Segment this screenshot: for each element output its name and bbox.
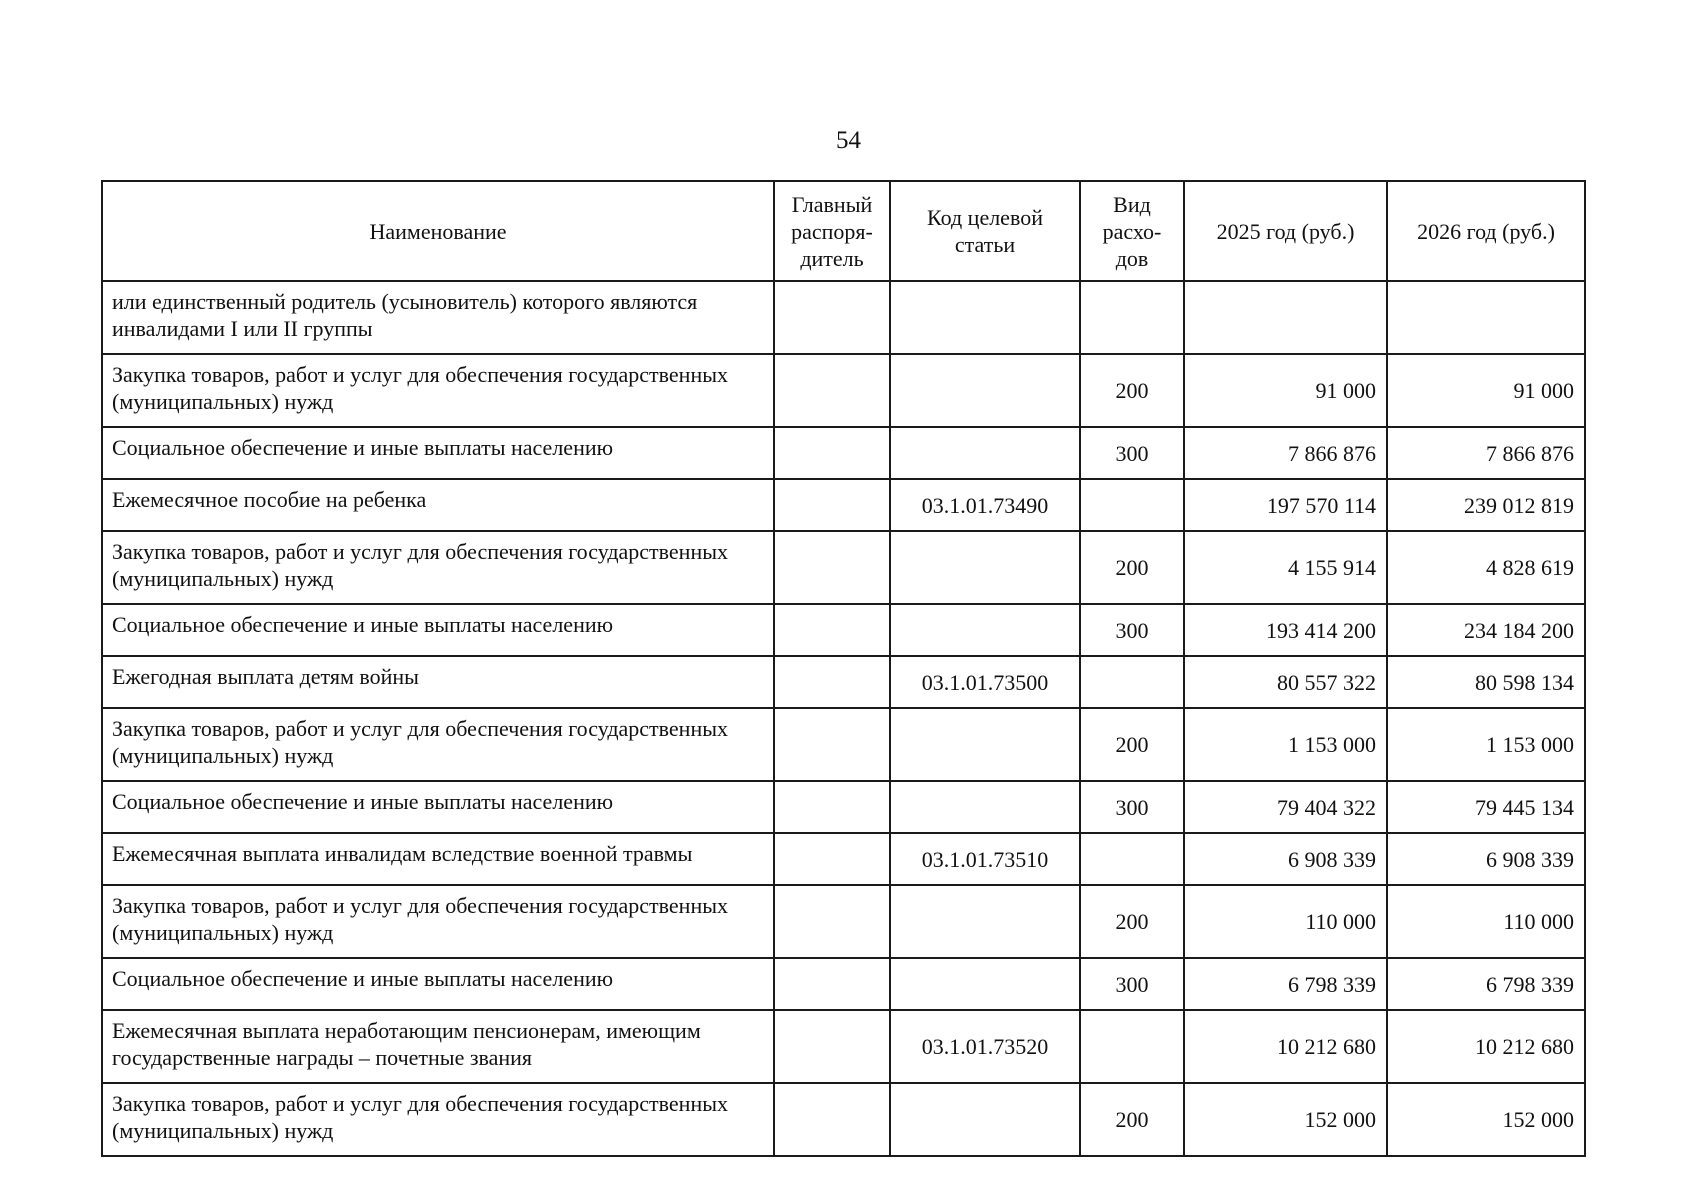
- cell-name: Закупка товаров, работ и услуг для обеспечения государственных (муниципальных) нужд: [102, 885, 774, 958]
- cell-2026: 110 000: [1387, 885, 1585, 958]
- cell-2025: 1 153 000: [1184, 708, 1387, 781]
- cell-manager: [774, 781, 890, 833]
- table-row: [102, 1083, 1585, 1156]
- cell-manager: [774, 656, 890, 708]
- cell-name: Социальное обеспечение и иные выплаты населению: [102, 604, 774, 656]
- cell-expense-type: 200: [1080, 531, 1184, 604]
- cell-manager: [774, 885, 890, 958]
- cell-code: 03.1.01.73510: [890, 833, 1080, 885]
- cell-manager: [774, 354, 890, 427]
- table-row: [102, 885, 1585, 958]
- header-2025: 2025 год (руб.): [1184, 181, 1387, 281]
- cell-name: Социальное обеспечение и иные выплаты населению: [102, 958, 774, 1010]
- cell-code: [890, 958, 1080, 1010]
- header-2026: 2026 год (руб.): [1387, 181, 1585, 281]
- cell-expense-type: 300: [1080, 958, 1184, 1010]
- cell-2025: 91 000: [1184, 354, 1387, 427]
- cell-code: [890, 427, 1080, 479]
- cell-2025: 110 000: [1184, 885, 1387, 958]
- cell-name: Социальное обеспечение и иные выплаты населению: [102, 427, 774, 479]
- cell-manager: [774, 1010, 890, 1083]
- cell-expense-type: [1080, 281, 1184, 354]
- cell-manager: [774, 531, 890, 604]
- cell-2025: 80 557 322: [1184, 656, 1387, 708]
- cell-2026: 79 445 134: [1387, 781, 1585, 833]
- cell-expense-type: 300: [1080, 604, 1184, 656]
- cell-code: [890, 1083, 1080, 1156]
- cell-2025: 4 155 914: [1184, 531, 1387, 604]
- table-row: [102, 604, 1585, 656]
- cell-code: [890, 885, 1080, 958]
- cell-2026: 91 000: [1387, 354, 1585, 427]
- cell-2026: 152 000: [1387, 1083, 1585, 1156]
- cell-name: Закупка товаров, работ и услуг для обеспечения государственных (муниципальных) нужд: [102, 354, 774, 427]
- cell-2025: 7 866 876: [1184, 427, 1387, 479]
- cell-code: [890, 281, 1080, 354]
- cell-expense-type: 200: [1080, 354, 1184, 427]
- cell-2026: 80 598 134: [1387, 656, 1585, 708]
- header-manager: Главный распоря-дитель: [774, 181, 890, 281]
- cell-code: 03.1.01.73500: [890, 656, 1080, 708]
- cell-code: [890, 354, 1080, 427]
- table-row: [102, 833, 1585, 885]
- cell-expense-type: [1080, 479, 1184, 531]
- cell-2025: 152 000: [1184, 1083, 1387, 1156]
- cell-expense-type: [1080, 656, 1184, 708]
- cell-code: [890, 531, 1080, 604]
- cell-manager: [774, 479, 890, 531]
- cell-expense-type: 300: [1080, 427, 1184, 479]
- header-expense-type: Вид расхо-дов: [1080, 181, 1184, 281]
- budget-table: [101, 180, 1586, 1157]
- cell-expense-type: 300: [1080, 781, 1184, 833]
- cell-2026: 1 153 000: [1387, 708, 1585, 781]
- cell-code: [890, 781, 1080, 833]
- cell-expense-type: 200: [1080, 1083, 1184, 1156]
- cell-2025: 197 570 114: [1184, 479, 1387, 531]
- cell-name: Закупка товаров, работ и услуг для обеспечения государственных (муниципальных) нужд: [102, 708, 774, 781]
- cell-name: Ежегодная выплата детям войны: [102, 656, 774, 708]
- cell-expense-type: 200: [1080, 885, 1184, 958]
- cell-2026: 6 798 339: [1387, 958, 1585, 1010]
- table-row: [102, 427, 1585, 479]
- cell-code: [890, 708, 1080, 781]
- table-row: [102, 958, 1585, 1010]
- table-row: [102, 1010, 1585, 1083]
- cell-2026: 7 866 876: [1387, 427, 1585, 479]
- table-row: [102, 281, 1585, 354]
- cell-2026: 239 012 819: [1387, 479, 1585, 531]
- cell-2026: [1387, 281, 1585, 354]
- cell-code: 03.1.01.73490: [890, 479, 1080, 531]
- cell-manager: [774, 604, 890, 656]
- cell-name: Ежемесячная выплата инвалидам вследствие военной травмы: [102, 833, 774, 885]
- cell-2025: 6 798 339: [1184, 958, 1387, 1010]
- cell-2025: 193 414 200: [1184, 604, 1387, 656]
- cell-manager: [774, 427, 890, 479]
- cell-2026: 10 212 680: [1387, 1010, 1585, 1083]
- cell-name: Ежемесячная выплата неработающим пенсионерам, имеющим государственные награды – почетные звания: [102, 1010, 774, 1083]
- cell-expense-type: [1080, 1010, 1184, 1083]
- cell-name: Ежемесячное пособие на ребенка: [102, 479, 774, 531]
- table-row: [102, 354, 1585, 427]
- table-row: [102, 708, 1585, 781]
- cell-2025: [1184, 281, 1387, 354]
- cell-2025: 10 212 680: [1184, 1010, 1387, 1083]
- header-code: Код целевой статьи: [890, 181, 1080, 281]
- table-header-row: [102, 181, 1585, 281]
- cell-2025: 6 908 339: [1184, 833, 1387, 885]
- table-row: [102, 656, 1585, 708]
- cell-manager: [774, 958, 890, 1010]
- cell-expense-type: [1080, 833, 1184, 885]
- cell-manager: [774, 833, 890, 885]
- cell-name: или единственный родитель (усыновитель) которого являются инвалидами I или II группы: [102, 281, 774, 354]
- cell-2026: 4 828 619: [1387, 531, 1585, 604]
- cell-code: [890, 604, 1080, 656]
- table-row: [102, 781, 1585, 833]
- cell-2025: 79 404 322: [1184, 781, 1387, 833]
- cell-name: Закупка товаров, работ и услуг для обеспечения государственных (муниципальных) нужд: [102, 1083, 774, 1156]
- cell-2026: 6 908 339: [1387, 833, 1585, 885]
- cell-manager: [774, 1083, 890, 1156]
- cell-name: Закупка товаров, работ и услуг для обеспечения государственных (муниципальных) нужд: [102, 531, 774, 604]
- cell-manager: [774, 281, 890, 354]
- cell-code: 03.1.01.73520: [890, 1010, 1080, 1083]
- table-row: [102, 479, 1585, 531]
- cell-name: Социальное обеспечение и иные выплаты населению: [102, 781, 774, 833]
- header-name: Наименование: [102, 181, 774, 281]
- cell-manager: [774, 708, 890, 781]
- cell-expense-type: 200: [1080, 708, 1184, 781]
- page-number: 54: [836, 127, 861, 154]
- table-row: [102, 531, 1585, 604]
- cell-2026: 234 184 200: [1387, 604, 1585, 656]
